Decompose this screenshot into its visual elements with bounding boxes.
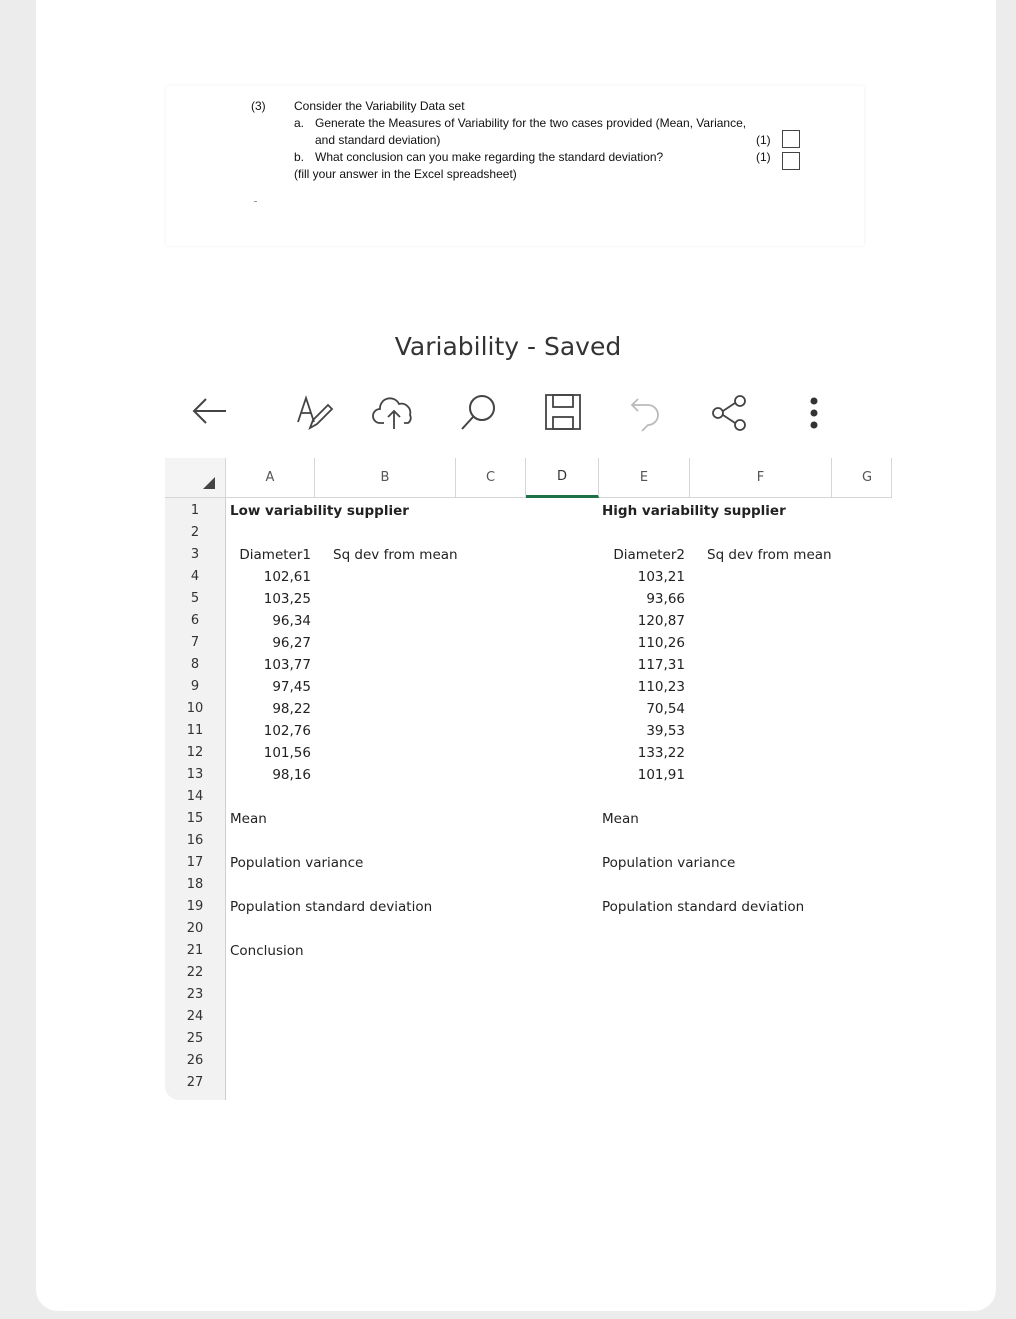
document-title: Variability - Saved [394,332,622,361]
cell-a21-conclusion-label[interactable]: Conclusion [230,943,304,959]
cell-e4[interactable]: 103,21 [637,569,685,585]
column-header-e[interactable]: E [599,458,690,498]
back-arrow-icon[interactable] [190,394,230,428]
cell-a4[interactable]: 102,61 [263,569,311,585]
cloud-upload-icon[interactable] [372,395,418,431]
part-b-text: What conclusion can you make regarding the standard deviation? [315,150,664,164]
cell-e8[interactable]: 117,31 [637,657,685,673]
column-header-f[interactable]: F [690,458,832,498]
row-header[interactable]: 13 [186,767,204,782]
pen-edit-icon[interactable] [294,392,334,432]
row-header[interactable]: 17 [186,855,204,870]
search-icon[interactable] [459,392,499,432]
part-b-marks: (1) [756,150,771,164]
cell-e11[interactable]: 39,53 [646,723,685,739]
part-a-mark-box [782,130,800,148]
row-header[interactable]: 21 [186,943,204,958]
cell-a12[interactable]: 101,56 [263,745,311,761]
divider [254,201,257,202]
share-icon[interactable] [710,393,750,433]
cell-a13[interactable]: 98,16 [272,767,311,783]
row-header[interactable]: 22 [186,965,204,980]
question-note: (fill your answer in the Excel spreadsheet) [294,167,517,181]
cell-e19-stdev-label[interactable]: Population standard deviation [602,899,805,915]
cell-a11[interactable]: 102,76 [263,723,311,739]
row-header[interactable]: 24 [186,1009,204,1024]
row-header[interactable]: 27 [186,1075,204,1090]
cell-a1-low-title[interactable]: Low variability supplier [230,503,409,519]
part-a-text-line2: and standard deviation) [315,133,441,147]
question-intro: Consider the Variability Data set [294,99,465,113]
cell-e15-mean-label[interactable]: Mean [602,811,639,827]
row-header[interactable]: 10 [186,701,204,716]
cell-a7[interactable]: 96,27 [272,635,311,651]
part-a-marks: (1) [756,133,771,147]
row-header[interactable]: 3 [190,547,200,562]
row-header[interactable]: 8 [190,657,200,672]
part-b-mark-box [782,152,800,170]
cell-e7[interactable]: 110,26 [637,635,685,651]
column-header-b[interactable]: B [315,458,456,498]
undo-icon[interactable] [628,393,664,433]
cell-a17-variance-label[interactable]: Population variance [230,855,364,871]
row-header[interactable]: 15 [186,811,204,826]
part-b-label: b. [294,150,305,164]
row-header[interactable]: 9 [190,679,200,694]
row-header[interactable]: 16 [186,833,204,848]
column-header-g[interactable]: G [832,458,892,498]
cell-e13[interactable]: 101,91 [637,767,685,783]
row-header[interactable]: 25 [186,1031,204,1046]
cell-e1-high-title[interactable]: High variability supplier [602,503,786,519]
cell-f3-header[interactable]: Sq dev from mean [707,547,832,563]
cell-e10[interactable]: 70,54 [646,701,685,717]
column-header-a[interactable]: A [226,458,315,498]
row-header[interactable]: 12 [186,745,204,760]
row-header[interactable]: 4 [190,569,200,584]
column-header-d[interactable]: D [526,458,599,498]
row-header[interactable]: 2 [190,525,200,540]
cell-a19-stdev-label[interactable]: Population standard deviation [230,899,433,915]
row-header[interactable]: 11 [186,723,204,738]
cell-a6[interactable]: 96,34 [272,613,311,629]
cell-b3-header[interactable]: Sq dev from mean [333,547,458,563]
cell-e5[interactable]: 93,66 [646,591,685,607]
row-header[interactable]: 20 [186,921,204,936]
row-header[interactable]: 6 [190,613,200,628]
save-disk-icon[interactable] [544,393,582,431]
cell-a15-mean-label[interactable]: Mean [230,811,267,827]
question-number: (3) [251,99,266,113]
row-header[interactable]: 23 [186,987,204,1002]
row-header[interactable]: 26 [186,1053,204,1068]
cell-a9[interactable]: 97,45 [272,679,311,695]
cell-e9[interactable]: 110,23 [637,679,685,695]
cell-e17-variance-label[interactable]: Population variance [602,855,736,871]
cell-e3-header[interactable]: Diameter2 [613,547,685,563]
row-header[interactable]: 18 [186,877,204,892]
cell-a5[interactable]: 103,25 [263,591,311,607]
spreadsheet-grid[interactable] [165,458,873,1100]
cell-a3-header[interactable]: Diameter1 [239,547,311,563]
row-header[interactable]: 14 [186,789,204,804]
row-header[interactable]: 7 [190,635,200,650]
cell-e6[interactable]: 120,87 [637,613,685,629]
question-box [166,86,864,246]
cell-a8[interactable]: 103,77 [263,657,311,673]
cell-a10[interactable]: 98,22 [272,701,311,717]
part-a-label: a. [294,116,305,130]
row-header[interactable]: 5 [190,591,200,606]
row-header[interactable]: 19 [186,899,204,914]
part-a-text-line1: Generate the Measures of Variability for the two cases provided (Mean, Variance, [315,116,747,130]
column-header-c[interactable]: C [456,458,526,498]
select-all-corner[interactable] [165,458,226,498]
row-header[interactable]: 1 [190,503,200,518]
cell-e12[interactable]: 133,22 [637,745,685,761]
more-vertical-icon[interactable] [806,395,822,431]
